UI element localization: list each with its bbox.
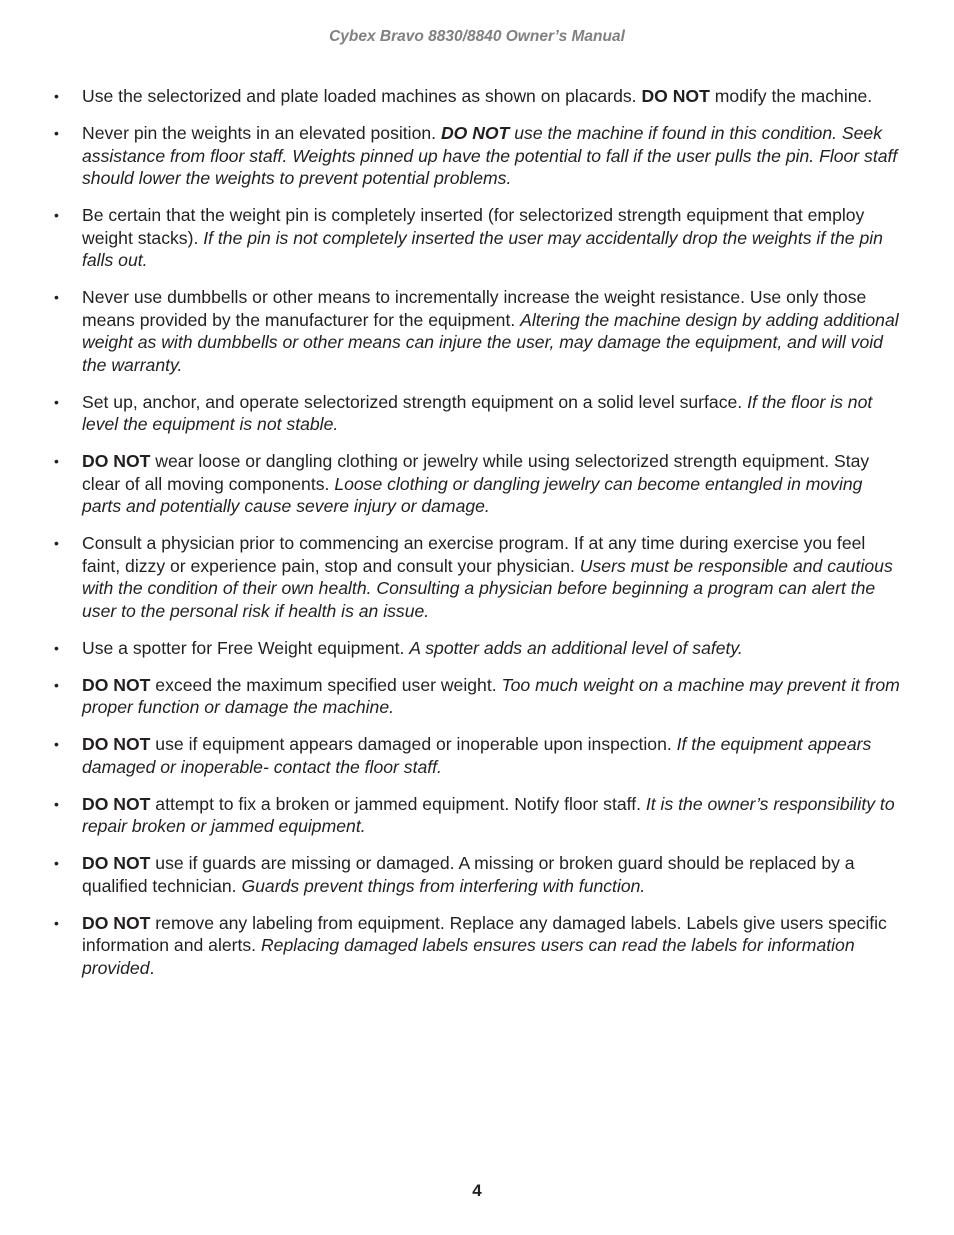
bullet-text <box>82 392 872 435</box>
emphasis-italic: Altering the machine design by adding additional weight as with dumbbells or other means can injure the user, may damage the equipment, and will void the warranty. <box>82 309 899 375</box>
bullet-point-icon: • <box>54 914 59 931</box>
bullet-item <box>54 532 902 622</box>
safety-bullet-list <box>54 85 902 994</box>
page-number: 4 <box>472 1181 482 1200</box>
bullet-text <box>82 734 871 777</box>
bullet-item <box>54 204 902 272</box>
bullet-point-icon: • <box>54 393 59 410</box>
bullet-point-icon: • <box>54 535 59 551</box>
bullet-point-icon: • <box>54 736 59 752</box>
emphasis-italic: If the pin is not completely inserted the user may accidentally drop the weights if the pin falls out. <box>82 227 883 270</box>
emphasis-bold: DO NOT <box>641 86 710 106</box>
bullet-item <box>54 637 902 660</box>
bullet-point-icon: • <box>54 289 59 305</box>
bullet-text <box>82 205 883 270</box>
text-segment: use if guards are missing or damaged. A missing or broken guard should be replaced by a qualified technician. <box>82 853 855 896</box>
text-segment: exceed the maximum specified user weight. <box>150 674 502 695</box>
bullet-text <box>82 794 895 837</box>
bullet-point-icon: • <box>54 88 59 104</box>
text-segment: Never use dumbbells or other means to incrementally increase the weight resistance. Use only those means provided by the manufacturer for the equipment. <box>82 287 867 330</box>
text-segment: attempt to fix a broken or jammed equipment. Notify floor staff. <box>150 793 646 814</box>
emphasis-bold: DO NOT <box>82 793 151 814</box>
text-segment: Consult a physician prior to commencing an exercise program. If at any time during exercise you feel faint, dizzy or experience pain, stop and consult your physician. <box>82 533 866 576</box>
emphasis-bold: DO NOT <box>82 451 151 471</box>
emphasis-italic: Users must be responsible and cautious with the condition of their own health. Consulting a physician before beginning a program can alert the user to the personal risk if health is an issue. <box>82 555 893 621</box>
running-header: Cybex Bravo 8830/8840 Owner’s Manual <box>329 28 625 45</box>
bullet-point-icon: • <box>54 639 59 656</box>
text-segment: Use a spotter for Free Weight equipment. <box>82 637 410 658</box>
bullet-item <box>54 286 902 376</box>
emphasis-bold: DO NOT <box>82 674 151 695</box>
text-segment: Use the selectorized and plate loaded machines as shown on placards. <box>82 86 642 106</box>
emphasis-italic: It is the owner’s responsibility to repair broken or jammed equipment. <box>82 793 895 836</box>
emphasis-italic: use the machine if found in this condition. Seek assistance from floor staff. Weights pinned up have the potential to fall if the user pulls the pin. Floor staff should lower the weights to prevent potential problems. <box>82 123 898 188</box>
emphasis-bold-italic: DO NOT <box>440 123 510 143</box>
emphasis-italic: Loose clothing or dangling jewelry can become entangled in moving parts and potentially cause severe injury or damage. <box>82 473 863 516</box>
bullet-text <box>82 287 899 375</box>
emphasis-italic: A spotter adds an additional level of safety. <box>409 637 743 658</box>
emphasis-italic: Too much weight on a machine may prevent it from proper function or damage the machine. <box>82 674 900 717</box>
bullet-item <box>54 391 902 436</box>
bullet-point-icon: • <box>54 125 59 141</box>
text-segment: Never pin the weights in an elevated position. <box>82 123 441 143</box>
text-segment: use if equipment appears damaged or inoperable upon inspection. <box>150 734 677 754</box>
text-segment: Set up, anchor, and operate selectorized strength equipment on a solid level surface. <box>82 391 748 412</box>
bullet-text <box>82 913 887 978</box>
text-segment: wear loose or dangling clothing or jewelry while using selectorized strength equipment. Stay clear of all moving components. <box>82 451 870 494</box>
bullet-point-icon: • <box>54 795 59 812</box>
bullet-text <box>82 86 872 106</box>
bullet-item <box>54 852 902 897</box>
emphasis-italic: If the floor is not level the equipment is not stable. <box>82 391 873 434</box>
text-segment: Be certain that the weight pin is completely inserted (for selectorized strength equipment that employ weight stacks). <box>82 205 865 248</box>
bullet-item <box>54 674 902 719</box>
bullet-text <box>82 675 900 718</box>
bullet-point-icon: • <box>54 676 59 693</box>
text-segment: modify the machine. <box>709 86 873 106</box>
bullet-text <box>82 638 743 658</box>
bullet-text <box>82 533 893 621</box>
emphasis-bold: DO NOT <box>82 734 151 754</box>
bullet-point-icon: • <box>54 207 59 223</box>
bullet-text <box>82 451 869 516</box>
bullet-item <box>54 912 902 980</box>
emphasis-italic: Guards prevent things from interfering with function. <box>241 875 646 896</box>
text-segment: . <box>149 957 155 978</box>
bullet-item <box>54 733 902 778</box>
emphasis-bold: DO NOT <box>82 912 151 933</box>
text-segment: remove any labeling from equipment. Replace any damaged labels. Labels give users specific information and alerts. <box>82 912 887 955</box>
bullet-item <box>54 450 902 518</box>
emphasis-italic: Replacing damaged labels ensures users can read the labels for information provided <box>82 935 855 978</box>
bullet-item <box>54 85 902 108</box>
bullet-text <box>82 853 855 896</box>
emphasis-italic: If the equipment appears damaged or inoperable- contact the floor staff. <box>82 734 872 777</box>
bullet-item <box>54 793 902 838</box>
emphasis-bold: DO NOT <box>82 853 151 873</box>
bullet-item <box>54 122 902 190</box>
bullet-point-icon: • <box>54 855 59 871</box>
bullet-point-icon: • <box>54 453 59 469</box>
bullet-text <box>82 123 897 188</box>
